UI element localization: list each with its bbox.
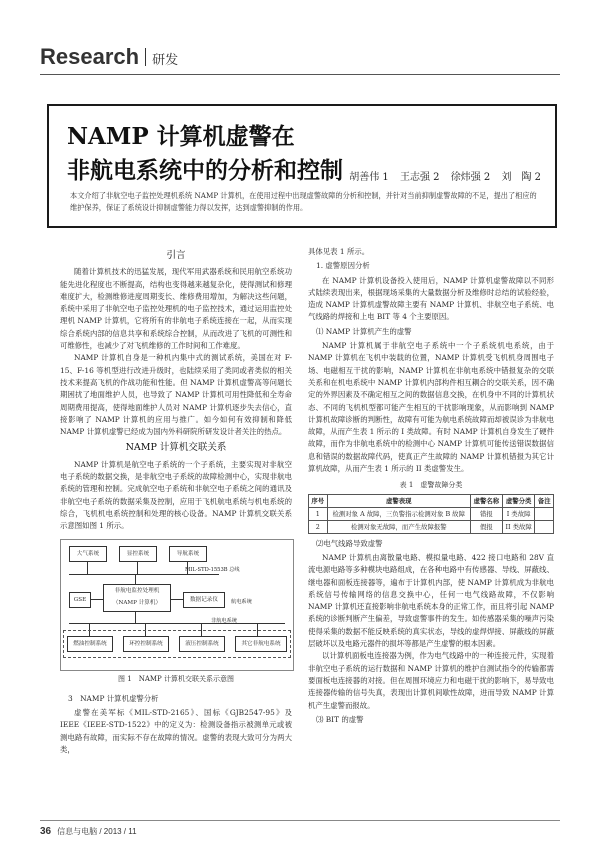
subsection-heading: ⑶ BIT 的虚警: [316, 714, 364, 724]
box-recorder: 数据记录仪: [183, 592, 225, 608]
subsection-heading: 3 NAMP 计算机虚警分析: [68, 693, 159, 703]
section-header: [40, 44, 178, 70]
connector: [137, 561, 138, 574]
page-number: 36: [40, 826, 52, 837]
nonav-group-outline: [63, 630, 291, 658]
table-header: 虚警名称: [470, 494, 502, 507]
journal-name: 信息与电脑 / 2013 / 11: [57, 827, 137, 836]
fault-table: [308, 494, 554, 534]
article-title: [67, 120, 343, 188]
nonav-bus-line: [69, 623, 285, 624]
header-english: Research: [40, 44, 140, 69]
abstract: 本文介绍了非航空电子监控处理机系统 NAMP 计算机，在使用过程中出现虚警故障的分析和控制，并针对当前抑制虚警故障的不足，提出了相应的维护保养，保证了系统设计抑制虚警能力得以发挥，达到虚警抑制的作用。: [70, 191, 537, 212]
paragraph: NAMP 计算机是航空电子系统的一个子系统，主要实现对非航空电子系统的数据交换，是非航空电子系统的故障检测中心，实现非航电系统的管理和控制。完成航空电子系统和非航空电子系统之间的通讯及非航空电子系统的数据采集及控制，应用于飞机航电系统与机电系统的综合，飞机机电系统控制和处理的核心设备。NAMP 计算机交联关系示意图如图 1 所示。: [60, 459, 292, 531]
header-divider: [145, 48, 146, 66]
author: 胡善伟 1: [349, 172, 389, 183]
paragraph: NAMP 计算机自身是一种机内集中式的测试系统，美国在对 F-15、F-16 等机型进行改进升级时，也陆续采用了类同或者类似的相关技术来提高飞机的作战功能和性能。但 NAMP 计算机虚警高等问题长期困扰了地面维护人员，也导致了 NAMP 计算机可用性降低和全寿命周期费用提高，使得地面维护人员对 NAMP 计算机逐步失去信心，直接影响了 NAMP 计算机的应用与推广。如今如何有效抑制和降低 NAMP 计算机虚警已经成为国内外科研院所研发设计者关注的热点。: [60, 353, 292, 437]
paragraph: 具体见表 1 所示。: [308, 247, 370, 256]
box-fuel: 燃油控制系统: [67, 636, 113, 652]
subsection-heading: ⑵电气线路导致虚警: [316, 538, 383, 548]
subsection-heading: 1. 虚警原因分析: [316, 261, 370, 271]
subsection-heading: ⑴ NAMP 计算机产生的虚警: [316, 326, 412, 336]
figure-1-diagram: [60, 539, 294, 671]
box-nav: 导航系统: [169, 546, 207, 562]
box-hydraulic: 液压控制系统: [179, 636, 225, 652]
table-row: 2 检测对象无故障，而产生故障报警 假报 II 类故障: [309, 520, 554, 533]
connector: [87, 561, 88, 574]
title-line-2: 非航电系统中的分析和控制: [67, 157, 343, 184]
paragraph: NAMP 计算机由离散量电路、模拟量电路、422 接口电路和 28V 直流电源电路等多种模块电路组成，在各种电路中有传感器、导线、屏蔽线、继电器和面板连接器等，遍布于计算机内部，使 NAMP 计算机成为非航电系统信号传输网络的信息交换中心，任何一电气线路故障，不仅影响 NAMP 计算机还直接影响非航电系统本身的正常工作，而且将引起 NAMP 系统的诊断判断产生偏差，导致虚警事件的发生。如传感器采集的噪声污染使得采集的数据不能反映系统的真实状态，导线的虚焊焊接、屏蔽线的屏蔽层破坏以及电路元器件的损坏等都是产生虚警的根本因素。: [308, 552, 554, 649]
author-list: [341, 168, 541, 183]
table-header: 虚警分类: [502, 494, 535, 507]
connector: [90, 599, 103, 600]
connector: [135, 575, 136, 584]
box-air-data: 大气系统: [69, 546, 107, 562]
nonav-label: 非航电系统: [211, 617, 237, 624]
section-heading-intro: 引言: [166, 250, 186, 261]
author: 王志强 2: [399, 172, 440, 183]
paragraph: 在 NAMP 计算机设备投入使用后，NAMP 计算机虚警故障以不同形式陆续表现出来，根据现场采集的大量数据分析及维修时总结的试验经验，造成 NAMP 计算机虚警故障主要有 NAMP 计算机、非航空电子系统、电气线路的焊接和上电 BIT 等 4 个主要原因。: [308, 275, 554, 322]
header-rule: [40, 74, 560, 75]
left-column: [60, 246, 292, 756]
table-header: 备注: [535, 494, 554, 507]
table-row: 1 检测对象 A 故障，三负警指示检测对象 B 故障 错报 I 类故障: [309, 507, 554, 520]
table-caption: 表 1 虚警故障分类: [399, 481, 463, 490]
table-header: 序号: [309, 494, 328, 507]
box-ecs: 环控控制系统: [123, 636, 169, 652]
paragraph: NAMP 计算机属于非航空电子系统中一个子系统机电系统，由于 NAMP 计算机在飞机中装载的位置，NAMP 计算机受飞机机身周围电子场、电磁相互干扰的影响，NAMP 计算机在非航电系统中错报复杂的交联关系和在机电系统中 NAMP 计算机内部构件相互耦合的交联关系，因不确定的外界因素及不确定相互之间的数据信息交换，在机身中不同的计算机状态、不同的飞机机型都可能产生相互的干扰影响现象，从而影响到 NAMP 计算机故障诊断的判断性，故障有可能为航电系统故障而却被误诊为非航电故障，从而产生表 1 所示的 I 类故障。有时 NAMP 计算机自身发生了硬件故障，而作为非航电系统中的检测中心 NAMP 计算机可能传送错误数据信息和错误的数据故障代码，使真正产生故障的 NAMP 计算机错报为其它计算机故障，从而产生表 1 所示的 II 类虚警发生。: [308, 341, 554, 474]
table-header: 虚警表现: [327, 494, 470, 507]
box-display: 显控系统: [119, 546, 157, 562]
box-gse: GSE: [69, 592, 91, 608]
footer-rule: [40, 820, 560, 821]
section-heading-relations: NAMP 计算机交联关系: [125, 442, 227, 454]
avionics-label: 航电系统: [231, 598, 252, 605]
header-chinese: 研发: [152, 52, 179, 67]
paragraph: 以计算机面板电连接器为例，作为电气线路中的一种连接元件，实现着非航空电子系统的运行数据和 NAMP 计算机的维护自测试指令的传输都需要面板电连接器的对接。但在周围环境应力和电磁干扰的影响下，易导致电连接器传输的信号失真，表现出计算机间歇性故障，进而导致 NAMP 计算机产生虚警而报故。: [308, 651, 554, 710]
bus-label: MIL-STD-1553B 总线: [185, 566, 240, 573]
paragraph: 虚警在美军标《MIL-STD-2165》、国标《GJB2547-95》及 IEEE《IEEE-STD-1522》中的定义为：检测设备指示被测单元或被测电路有故障，而实际不存在故障的情况。虚警的表现大致可分为两大类，: [60, 708, 292, 755]
author: 徐炜强 2: [450, 172, 491, 183]
connector: [170, 599, 183, 600]
right-column: [308, 246, 554, 728]
author: 刘 陶 2: [501, 172, 541, 183]
paragraph: 随着计算机技术的迅猛发展，现代军用武器系统和民用航空系统功能先进化程度也不断提高，结构也变得越来越复杂化，使得测试和修理难度扩大，检测维修进度周期变长、维修费用增加，为解决这些问题，系统中采用了非航空电子监控处理机的电子监控技术，通过运用监控处理机 NAMP 计算机，它将所有的非航电子系统连接在一起，从而实现综合系统内部的信息共享和系统综合控制，从而改进了飞机的可测性和可维修性，也减少了对飞机维修的工作时间和工作难度。: [60, 267, 292, 351]
connector: [135, 611, 136, 623]
figure-caption: 图 1 NAMP 计算机交联关系示意图: [118, 674, 234, 683]
box-other: 其它非航电系统: [235, 636, 287, 652]
box-namp: 非航电监控处理机（NAMP 计算机）: [103, 584, 171, 612]
title-line-1: NAMP 计算机虚警在: [67, 123, 295, 150]
page-footer: [40, 826, 137, 837]
